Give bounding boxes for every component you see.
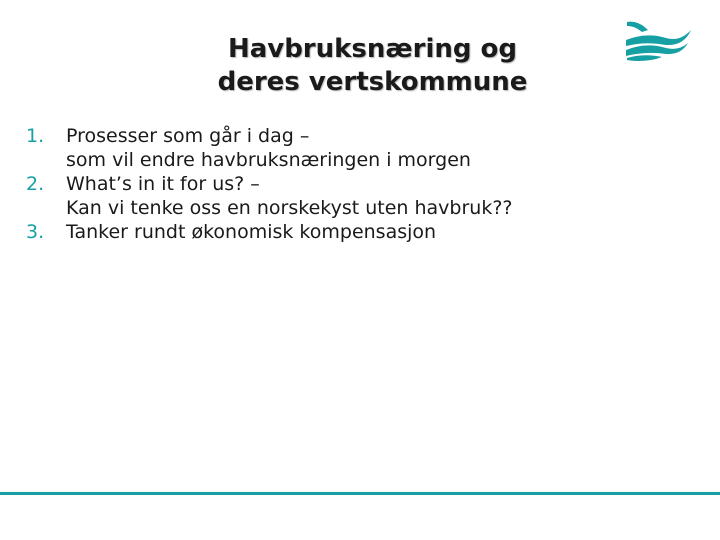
- title-line-1: Havbruksnæring og: [227, 34, 518, 64]
- numbered-list: [26, 124, 513, 244]
- title-line-2: deres vertskommune: [217, 67, 528, 97]
- wave-logo-icon: [624, 18, 692, 62]
- list-item: [26, 172, 513, 220]
- list-item-line: Kan vi tenke oss en norskekyst uten havbruk??: [66, 197, 513, 219]
- list-number: 2.: [26, 173, 45, 195]
- bottom-divider: [0, 492, 720, 495]
- list-item: [26, 124, 513, 172]
- list-number: 3.: [26, 221, 45, 243]
- list-item-line: Tanker rundt økonomisk kompensasjon: [66, 221, 437, 243]
- slide-title: [150, 33, 595, 99]
- list-number: 1.: [26, 125, 45, 147]
- list-item-line: som vil endre havbruksnæringen i morgen: [66, 149, 471, 171]
- list-item: [26, 220, 513, 244]
- list-item-line: What’s in it for us? –: [66, 173, 260, 195]
- list-item-line: Prosesser som går i dag –: [66, 125, 310, 147]
